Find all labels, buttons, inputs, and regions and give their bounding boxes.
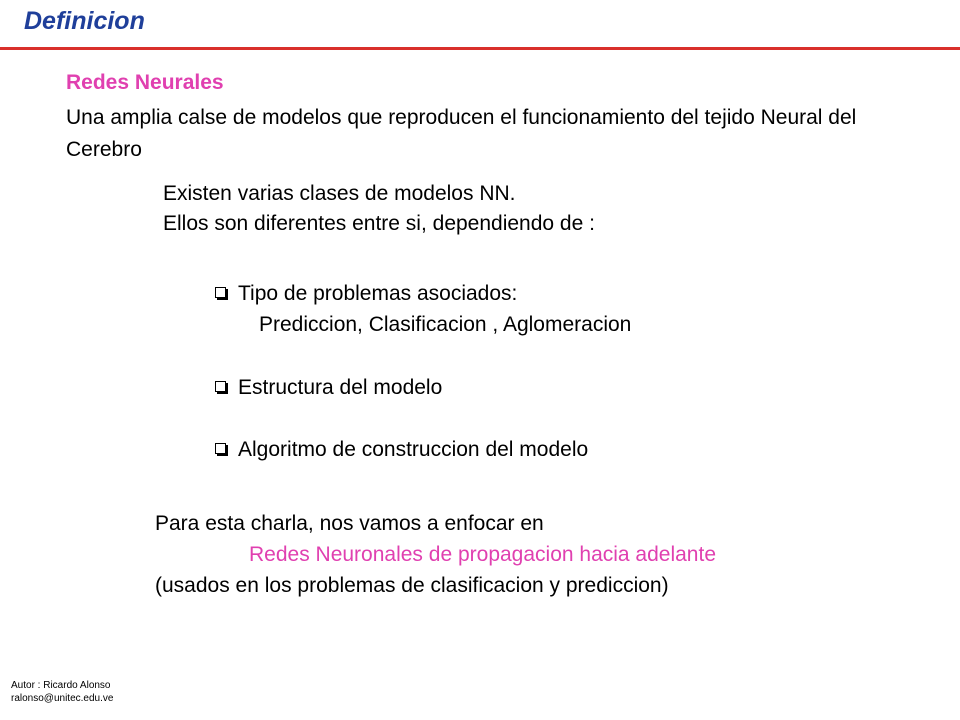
checkbox-bullet-icon	[215, 381, 226, 392]
slide-title: Definicion	[24, 7, 145, 35]
focus-highlight: Redes Neuronales de propagacion hacia adelante	[249, 543, 717, 566]
intro-text: Una amplia calse de modelos que reproducen el funcionamiento del tejido Neural del Cerebro	[66, 106, 857, 161]
title-divider	[0, 47, 960, 50]
focus-intro-line: Para esta charla, nos vamos a enfocar en	[155, 512, 544, 535]
differences-line: Ellos son diferentes entre si, dependiendo de :	[163, 212, 595, 235]
footer-author: Autor : Ricardo Alonso	[11, 680, 111, 691]
checkbox-bullet-icon	[215, 443, 226, 454]
footer-credits	[11, 679, 113, 705]
footer-email: ralonso@unitec.edu.ve	[11, 693, 114, 704]
bullet-label: Estructura del modelo	[238, 376, 443, 399]
focus-usage-line: (usados en los problemas de clasificacion y prediccion)	[155, 574, 669, 597]
bullet-subtext: Prediccion, Clasificacion , Aglomeracion	[259, 313, 632, 336]
bullet-label: Tipo de problemas asociados:	[238, 282, 518, 305]
models-line: Existen varias clases de modelos NN.	[163, 182, 516, 205]
bullet-label: Algoritmo de construccion del modelo	[238, 438, 589, 461]
section-heading: Redes Neurales	[66, 71, 224, 94]
bullet-item-algorithm	[215, 438, 588, 462]
bullet-item-problem-types	[215, 282, 517, 306]
bullet-item-model-structure	[215, 376, 442, 400]
checkbox-bullet-icon	[215, 287, 226, 298]
